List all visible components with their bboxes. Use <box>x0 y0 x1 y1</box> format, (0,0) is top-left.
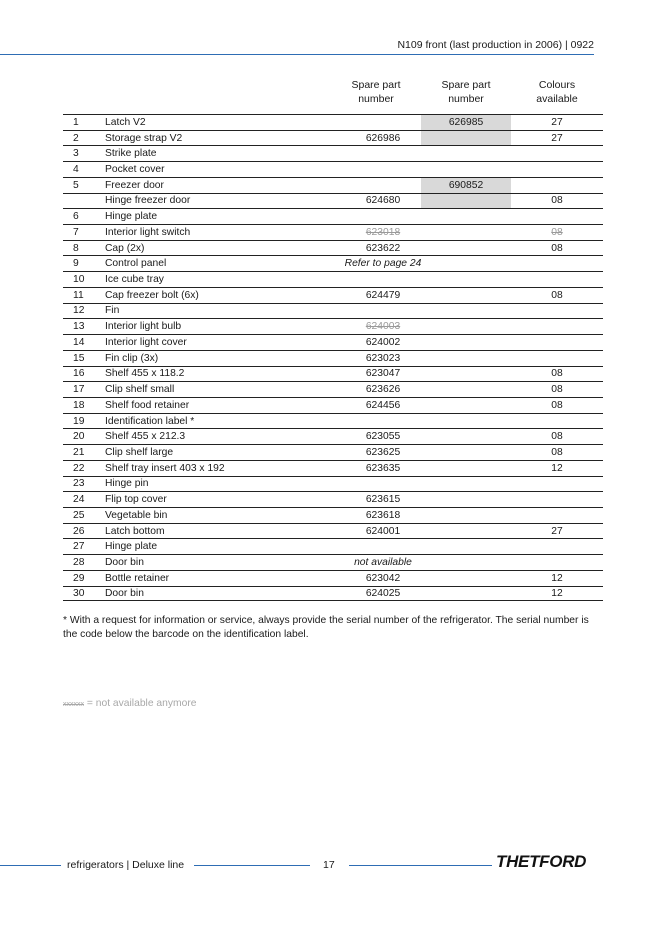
row-spare-part-number: not available <box>354 556 412 568</box>
row-spare-part-number: 623023 <box>365 352 401 364</box>
row-number: 27 <box>73 541 85 553</box>
row-description: Latch V2 <box>105 116 146 128</box>
table-row <box>63 538 603 554</box>
table-row <box>63 397 603 413</box>
row-spare-part-number: 623626 <box>365 384 401 396</box>
row-number: 22 <box>73 462 85 474</box>
row-description: Shelf tray insert 403 x 192 <box>105 462 225 474</box>
row-colours: 12 <box>551 462 563 474</box>
row-spare-part-number-alt <box>421 162 511 177</box>
row-description: Interior light bulb <box>105 321 182 333</box>
row-description: Vegetable bin <box>105 509 168 521</box>
table-row <box>63 381 603 397</box>
legend <box>63 698 196 709</box>
row-number: 30 <box>73 587 85 599</box>
row-number: 20 <box>73 431 85 443</box>
row-description: Bottle retainer <box>105 572 170 584</box>
row-number: 25 <box>73 509 85 521</box>
footer-rule-middle <box>194 865 310 866</box>
table-row <box>63 476 603 492</box>
legend-text: = not available anymore <box>84 698 197 709</box>
row-spare-part-number-alt <box>421 587 511 601</box>
row-colours <box>513 492 601 507</box>
row-colours: 27 <box>551 525 563 537</box>
row-spare-part-number: 623622 <box>365 242 401 254</box>
row-colours: 08 <box>551 399 563 411</box>
row-description: Hinge plate <box>105 211 158 223</box>
row-colours <box>513 508 601 523</box>
row-description: Shelf 455 x 212.3 <box>105 431 186 443</box>
row-spare-part-number: 624001 <box>365 525 401 537</box>
row-spare-part-number <box>333 272 433 287</box>
page-number: 17 <box>323 859 335 871</box>
row-spare-part-number: 624680 <box>365 195 401 207</box>
row-number: 21 <box>73 446 85 458</box>
table-row <box>63 130 603 146</box>
row-description: Door bin <box>105 556 144 568</box>
table-row <box>63 570 603 586</box>
row-number: 16 <box>73 368 85 380</box>
row-spare-part-number: 623055 <box>365 431 401 443</box>
table-row <box>63 224 603 240</box>
row-description: Clip shelf small <box>105 384 175 396</box>
row-description: Cap (2x) <box>105 242 145 254</box>
page-header-title: N109 front (last production in 2006) | 0922 <box>397 39 594 51</box>
row-number <box>73 194 101 209</box>
row-spare-part-number-alt <box>421 351 511 366</box>
row-colours: 08 <box>551 289 563 301</box>
row-description: Hinge plate <box>105 541 158 553</box>
row-description: Interior light cover <box>105 336 187 348</box>
row-description: Cap freezer bolt (6x) <box>105 289 199 301</box>
table-row <box>63 334 603 350</box>
row-spare-part-number-alt <box>421 524 511 539</box>
table-row <box>63 586 603 602</box>
thetford-logo: THETFORD <box>496 852 587 871</box>
row-spare-part-number-alt <box>421 256 511 271</box>
row-description: Pocket cover <box>105 164 165 176</box>
row-number: 7 <box>73 226 79 238</box>
row-description: Identification label * <box>105 415 195 427</box>
row-colours: 12 <box>551 587 563 599</box>
table-row <box>63 444 603 460</box>
row-colours <box>513 555 601 570</box>
table-row <box>63 554 603 570</box>
row-colours <box>513 335 601 350</box>
row-spare-part-number-alt <box>421 272 511 287</box>
table-row <box>63 145 603 161</box>
row-spare-part-number: 623042 <box>365 572 401 584</box>
row-colours <box>513 209 601 224</box>
row-spare-part-number-alt <box>421 194 511 209</box>
row-spare-part-number-alt: 626985 <box>448 116 484 128</box>
row-colours <box>513 178 601 193</box>
row-number: 23 <box>73 478 85 490</box>
table-row <box>63 177 603 193</box>
table-row <box>63 491 603 507</box>
row-colours: 12 <box>551 572 563 584</box>
row-spare-part-number <box>333 115 433 130</box>
row-colours: 08 <box>551 446 563 458</box>
row-number: 17 <box>73 384 85 396</box>
row-colours: 08 <box>551 368 563 380</box>
row-spare-part-number-alt <box>421 571 511 586</box>
row-number: 18 <box>73 399 85 411</box>
row-colours <box>513 351 601 366</box>
row-number: 9 <box>73 258 79 270</box>
table-row <box>63 303 603 319</box>
row-description: Fin clip (3x) <box>105 352 159 364</box>
row-spare-part-number-alt <box>421 146 511 161</box>
row-colours: 27 <box>551 132 563 144</box>
row-description: Strike plate <box>105 148 157 160</box>
row-spare-part-number: 623618 <box>365 509 401 521</box>
row-spare-part-number <box>333 539 433 554</box>
row-description: Freezer door <box>105 179 164 191</box>
row-number: 19 <box>73 415 85 427</box>
row-spare-part-number: 623047 <box>365 368 401 380</box>
footer-section-label: refrigerators | Deluxe line <box>67 859 185 871</box>
row-colours: 08 <box>551 384 563 396</box>
table-row <box>63 271 603 287</box>
row-spare-part-number-alt <box>421 398 511 413</box>
row-description: Hinge freezer door <box>105 195 191 207</box>
row-spare-part-number-alt <box>421 131 511 146</box>
table-row <box>63 523 603 539</box>
row-description: Storage strap V2 <box>105 132 183 144</box>
footnote: * With a request for information or service, always provide the serial number of the refrigerator. The serial number is the code below the barcode on the identification label. <box>63 615 589 640</box>
row-description: Hinge pin <box>105 478 149 490</box>
row-spare-part-number <box>333 304 433 319</box>
row-description: Flip top cover <box>105 494 167 506</box>
row-spare-part-number <box>333 146 433 161</box>
row-spare-part-number-alt: 690852 <box>448 179 484 191</box>
row-colours <box>513 477 601 492</box>
row-number: 5 <box>73 179 79 191</box>
row-colours <box>513 146 601 161</box>
table-row <box>63 318 603 334</box>
table-row <box>63 114 603 130</box>
row-colours: 08 <box>551 195 563 207</box>
row-description: Control panel <box>105 258 167 270</box>
row-description: Shelf 455 x 118.2 <box>105 368 185 380</box>
row-spare-part-number-alt <box>421 508 511 523</box>
table-row <box>63 287 603 303</box>
row-spare-part-number-alt <box>421 492 511 507</box>
row-spare-part-number-alt <box>421 555 511 570</box>
row-colours <box>513 304 601 319</box>
row-spare-part-number: Refer to page 24 <box>344 258 422 270</box>
row-spare-part-number-alt <box>421 539 511 554</box>
row-number: 14 <box>73 336 85 348</box>
legend-sample: xxxxxx <box>63 701 84 708</box>
row-spare-part-number: 623615 <box>365 494 401 506</box>
footer-rule-right <box>349 865 492 866</box>
row-colours <box>513 414 601 429</box>
row-number: 13 <box>73 321 85 333</box>
row-spare-part-number: 626986 <box>365 132 401 144</box>
row-spare-part-number <box>333 477 433 492</box>
row-spare-part-number-alt <box>421 477 511 492</box>
row-spare-part-number-alt <box>421 335 511 350</box>
row-number: 29 <box>73 572 85 584</box>
row-spare-part-number: 623635 <box>365 462 401 474</box>
row-number: 2 <box>73 132 79 144</box>
row-number: 1 <box>73 116 79 128</box>
row-spare-part-number: 624456 <box>365 399 401 411</box>
table-row <box>63 428 603 444</box>
column-header-spare-part-alt: Spare part number <box>441 79 491 105</box>
row-spare-part-number <box>333 162 433 177</box>
row-spare-part-number-alt <box>421 461 511 476</box>
row-spare-part-number-alt <box>421 414 511 429</box>
row-description: Door bin <box>105 587 144 599</box>
table-row <box>63 366 603 382</box>
row-spare-part-number <box>333 414 433 429</box>
row-spare-part-number: 624002 <box>365 336 401 348</box>
table-row <box>63 193 603 209</box>
row-description: Ice cube tray <box>105 274 164 286</box>
row-description: Clip shelf large <box>105 446 174 458</box>
row-number: 15 <box>73 352 85 364</box>
row-colours <box>513 162 601 177</box>
row-spare-part-number-alt <box>421 445 511 460</box>
row-number: 28 <box>73 556 85 568</box>
column-header-colours: Colours available <box>536 79 578 105</box>
parts-table <box>63 114 603 603</box>
table-row <box>63 240 603 256</box>
row-colours: 08 <box>551 431 563 443</box>
row-number: 11 <box>73 289 84 301</box>
table-row <box>63 350 603 366</box>
row-spare-part-number-alt <box>421 209 511 224</box>
row-spare-part-number-alt <box>421 319 511 334</box>
row-colours <box>513 539 601 554</box>
footer-rule-left <box>0 865 61 866</box>
row-number: 24 <box>73 494 85 506</box>
table-row <box>63 208 603 224</box>
row-spare-part-number-alt <box>421 367 511 382</box>
row-colours: 08 <box>551 242 563 254</box>
header-rule <box>0 54 594 55</box>
row-colours <box>513 319 601 334</box>
row-spare-part-number-alt <box>421 241 511 256</box>
table-row <box>63 413 603 429</box>
row-description: Fin <box>105 305 120 317</box>
row-colours <box>513 256 601 271</box>
row-description: Interior light switch <box>105 226 191 238</box>
row-colours: 08 <box>551 226 563 238</box>
row-number: 12 <box>73 305 85 317</box>
table-row <box>63 161 603 177</box>
row-number: 6 <box>73 211 79 223</box>
row-number: 3 <box>73 148 79 160</box>
row-spare-part-number-alt <box>421 225 511 240</box>
row-spare-part-number <box>333 178 433 193</box>
row-spare-part-number: 624003 <box>365 321 401 333</box>
row-number: 10 <box>73 274 85 286</box>
row-number: 26 <box>73 525 85 537</box>
table-row <box>63 255 603 271</box>
row-description: Latch bottom <box>105 525 165 537</box>
row-spare-part-number: 624479 <box>365 289 401 301</box>
row-colours <box>513 272 601 287</box>
row-spare-part-number: 623625 <box>365 446 401 458</box>
row-number: 4 <box>73 164 79 176</box>
row-spare-part-number: 623018 <box>365 226 401 238</box>
row-description: Shelf food retainer <box>105 399 190 411</box>
row-spare-part-number-alt <box>421 304 511 319</box>
row-spare-part-number-alt <box>421 288 511 303</box>
row-number: 8 <box>73 242 79 254</box>
row-spare-part-number: 624025 <box>365 587 401 599</box>
row-colours: 27 <box>551 116 563 128</box>
table-row <box>63 507 603 523</box>
row-spare-part-number-alt <box>421 382 511 397</box>
table-row <box>63 460 603 476</box>
column-header-spare-part: Spare part number <box>351 79 401 105</box>
row-spare-part-number <box>333 209 433 224</box>
row-spare-part-number-alt <box>421 429 511 444</box>
